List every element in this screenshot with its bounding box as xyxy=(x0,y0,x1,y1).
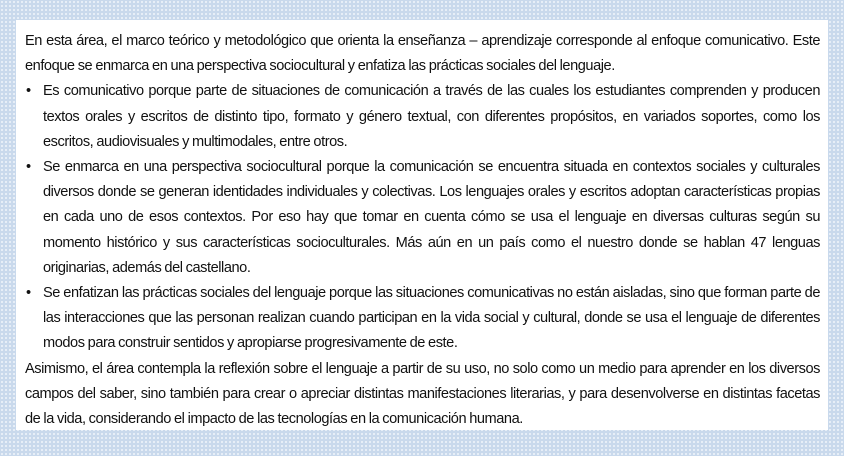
bullet-icon: • xyxy=(26,83,31,100)
list-item xyxy=(25,281,820,357)
list-item xyxy=(25,155,820,281)
bullet-list xyxy=(25,79,820,356)
closing-paragraph: Asimismo, el área contempla la reflexión sobre el lenguaje a partir de su uso, no solo como un medio para aprender en los diversos campos del saber, sino también para crear o apreciar distintas manifestaciones literarias, y para desenvolverse en distintas facetas de la vida, considerando el impacto de las tecnologías en la comunicación humana. xyxy=(25,360,820,428)
bullet-icon: • xyxy=(26,159,31,176)
bullet-text: Es comunicativo porque parte de situaciones de comunicación a través de las cuales los estudiantes comprenden y producen textos orales y escritos de distinto tipo, formato y género textual, con diferentes propósitos, en variados soportes, como los escritos, audiovisuales y multimodales, entre otros. xyxy=(43,83,820,150)
intro-paragraph: En esta área, el marco teórico y metodológico que orienta la enseñanza – aprendizaje corresponde al enfoque comunicativo. Este enfoque se enmarca en una perspectiva sociocultural y enfatiza las prácticas sociales del lenguaje. xyxy=(25,33,820,75)
list-item xyxy=(25,79,820,155)
bullet-text: Se enfatizan las prácticas sociales del lenguaje porque las situaciones comunicativas no están aisladas, sino que forman parte de las interacciones que las personan realizan cuando participan en la vida social y cultural, donde se usa el lenguaje de diferentes modos para construir sentidos y apropiarse progresivamente de este. xyxy=(43,285,820,352)
bullet-icon: • xyxy=(26,285,31,302)
text-box xyxy=(16,20,828,430)
bullet-text: Se enmarca en una perspectiva sociocultural porque la comunicación se encuentra situada en contextos sociales y culturales diversos donde se generan identidades individuales y colectivas. Los lenguajes orales y escritos adoptan características propias en cada uno de esos contextos. Por eso hay que tomar en cuenta cómo se usa el lenguaje en diversas culturas según su momento histórico y sus características socioculturales. Más aún en un país como el nuestro donde se hablan 47 lenguas originarias, además del castellano. xyxy=(43,159,820,276)
